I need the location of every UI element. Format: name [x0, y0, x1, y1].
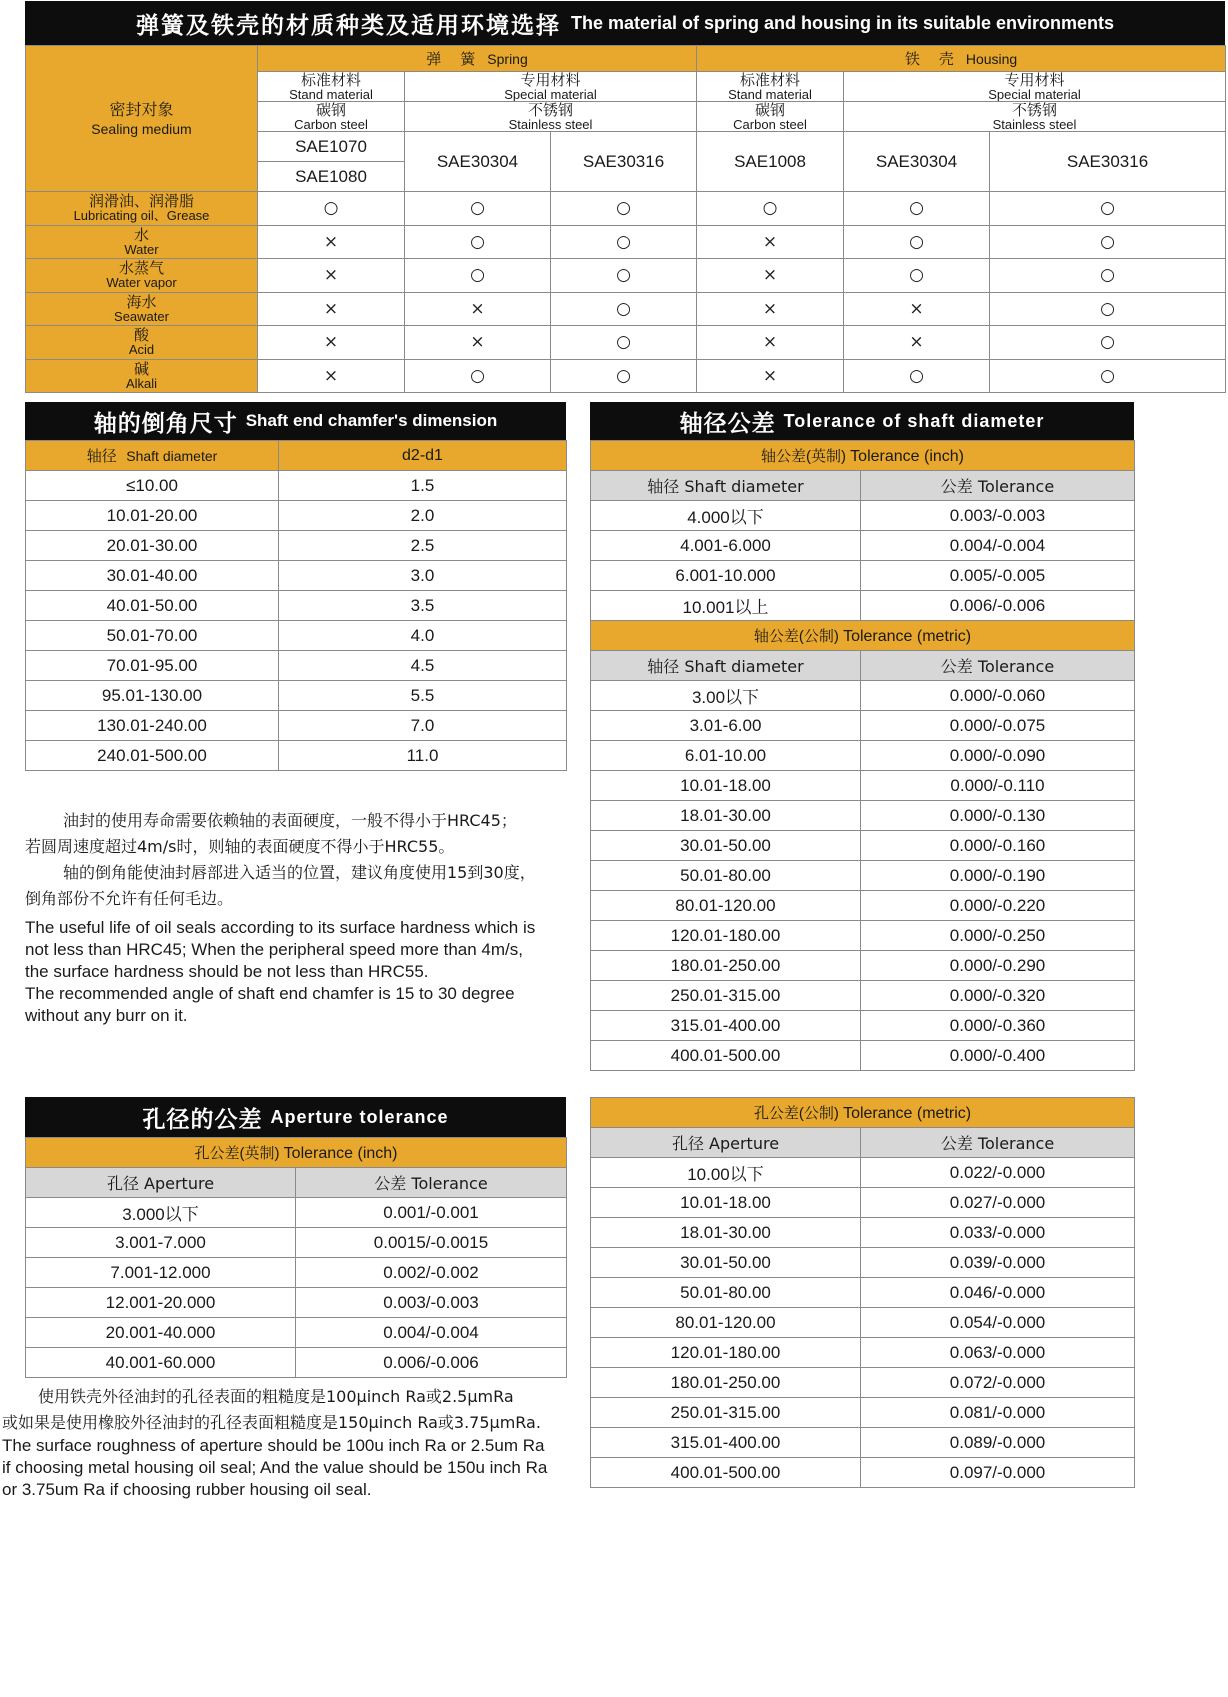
spring-zh: 弹 簧 — [426, 50, 478, 68]
size-cell: 400.01-500.00 — [591, 1041, 861, 1071]
standard-zh: 标准材料 — [300, 71, 361, 89]
table-row — [26, 711, 567, 741]
suitability-mark: ○ — [405, 259, 551, 293]
shaft-note-zh — [25, 808, 585, 912]
head-zh: 轴径 — [86, 447, 117, 465]
table-row — [591, 711, 1135, 741]
chamfer-title-en: Shaft end chamfer's dimension — [245, 411, 498, 430]
housing-en: Housing — [965, 51, 1018, 67]
shaft-note-en — [25, 917, 585, 1027]
note-line: if choosing metal housing oil seal; And the value should be 150u inch Ra — [2, 1458, 548, 1477]
size-cell: 3.000以下 — [26, 1198, 296, 1228]
tolerance-cell: 0.000/-0.320 — [861, 981, 1135, 1011]
note-line: 或如果是使用橡胶外径油封的孔径表面粗糙度是150μinch Ra或3.75μmRa. — [2, 1413, 541, 1432]
medium-zh: 海水 — [126, 292, 157, 311]
table-row — [26, 1228, 567, 1258]
housing-zh: 铁 壳 — [904, 50, 956, 68]
shaft-diameter-cell: 30.01-40.00 — [26, 561, 279, 591]
size-cell: 120.01-180.00 — [591, 1338, 861, 1368]
chamfer-value-cell: 5.5 — [279, 681, 567, 711]
table-row — [591, 1248, 1135, 1278]
tolerance-cell: 0.003/-0.003 — [296, 1288, 567, 1318]
suitability-mark: × — [697, 326, 844, 360]
size-cell: 50.01-80.00 — [591, 861, 861, 891]
tolerance-cell: 0.046/-0.000 — [861, 1278, 1135, 1308]
tolerance-cell: 0.063/-0.000 — [861, 1338, 1135, 1368]
suitability-mark: × — [697, 292, 844, 326]
chamfer-head-d2d1: d2-d1 — [279, 441, 567, 471]
medium-zh: 酸 — [133, 326, 149, 345]
table-row — [591, 1218, 1135, 1248]
grade-housing-sae30316: SAE30316 — [990, 132, 1226, 192]
shaft-diameter-cell: 20.01-30.00 — [26, 531, 279, 561]
size-cell: 30.01-50.00 — [591, 831, 861, 861]
aperture-metric-bar-cell — [591, 1098, 1135, 1128]
tolerance-cell: 0.039/-0.000 — [861, 1248, 1135, 1278]
sealing-medium-en: Sealing medium — [91, 120, 192, 137]
suitability-mark: ○ — [990, 192, 1226, 226]
table-row — [26, 741, 567, 771]
medium-en: Alkali — [125, 375, 158, 391]
column-header-row — [591, 471, 1135, 501]
shaft-tolerance-table — [590, 440, 1135, 1071]
note-line: the surface hardness should be not less than HRC55. — [25, 962, 429, 981]
medium-row — [26, 359, 1226, 393]
suitability-mark: × — [258, 292, 405, 326]
table-row — [591, 921, 1135, 951]
aperture-inch-bar — [26, 1138, 567, 1168]
sealing-medium-header — [26, 46, 258, 192]
table-row — [591, 981, 1135, 1011]
size-cell: 250.01-315.00 — [591, 981, 861, 1011]
size-cell: 20.001-40.000 — [26, 1318, 296, 1348]
special-en: Special material — [504, 86, 597, 102]
size-cell: 315.01-400.00 — [591, 1428, 861, 1458]
tolerance-cell: 0.001/-0.001 — [296, 1198, 567, 1228]
suitability-mark: × — [405, 326, 551, 360]
shaft-metric-bar-cell — [591, 621, 1135, 651]
medium-label — [26, 359, 258, 393]
medium-zh: 水蒸气 — [118, 259, 164, 278]
spring-carbon-steel — [258, 102, 405, 132]
column-header: 公差 Tolerance — [861, 471, 1135, 501]
tolerance-cell: 0.000/-0.130 — [861, 801, 1135, 831]
size-cell: 6.01-10.00 — [591, 741, 861, 771]
column-header: 公差 Tolerance — [861, 1128, 1135, 1158]
column-header: 公差 Tolerance — [861, 651, 1135, 681]
standard-zh: 标准材料 — [740, 71, 801, 89]
note-line: 轴的倒角能使油封唇部进入适当的位置，建议角度使用15到30度， — [63, 863, 536, 882]
medium-row — [26, 192, 1226, 226]
size-cell: 3.01-6.00 — [591, 711, 861, 741]
suitability-mark: ○ — [844, 359, 990, 393]
tolerance-cell: 0.097/-0.000 — [861, 1458, 1135, 1488]
table-row — [591, 1041, 1135, 1071]
size-cell: 50.01-80.00 — [591, 1278, 861, 1308]
suitability-mark: ○ — [551, 292, 697, 326]
medium-label — [26, 326, 258, 360]
suitability-mark: ○ — [990, 259, 1226, 293]
suitability-mark: × — [258, 225, 405, 259]
tolerance-cell: 0.000/-0.060 — [861, 681, 1135, 711]
tolerance-cell: 0.000/-0.250 — [861, 921, 1135, 951]
stainless-en: Stainless steel — [992, 116, 1077, 132]
suitability-mark: × — [258, 326, 405, 360]
bar-zh: 孔公差(英制) — [194, 1145, 280, 1162]
suitability-mark: × — [258, 359, 405, 393]
sealing-medium-zh: 密封对象 — [109, 99, 174, 119]
housing-carbon-steel — [697, 102, 844, 132]
note-line: 使用铁壳外径油封的孔径表面的粗糙度是100μinch Ra或2.5μmRa — [38, 1387, 514, 1406]
chamfer-value-cell: 11.0 — [279, 741, 567, 771]
medium-zh: 润滑油、润滑脂 — [88, 192, 194, 211]
shaft-diameter-cell: 10.01-20.00 — [26, 501, 279, 531]
column-header: 公差 Tolerance — [296, 1168, 567, 1198]
size-cell: 30.01-50.00 — [591, 1248, 861, 1278]
shaft-diameter-cell: 40.01-50.00 — [26, 591, 279, 621]
table-row — [591, 891, 1135, 921]
size-cell: 40.001-60.000 — [26, 1348, 296, 1378]
bar-zh: 孔公差(公制) — [753, 1105, 839, 1122]
note-line: without any burr on it. — [25, 1006, 188, 1025]
chamfer-value-cell: 7.0 — [279, 711, 567, 741]
aperture-metric-table — [590, 1097, 1135, 1488]
table-row — [591, 1338, 1135, 1368]
medium-label — [26, 225, 258, 259]
tolerance-cell: 0.054/-0.000 — [861, 1308, 1135, 1338]
note-line: 若圆周速度超过4m/s时，则轴的表面硬度不得小于HRC55。 — [25, 837, 455, 856]
chamfer-table — [25, 440, 567, 771]
size-cell: 10.00以下 — [591, 1158, 861, 1188]
table-row — [591, 531, 1135, 561]
size-cell: 80.01-120.00 — [591, 1308, 861, 1338]
housing-stainless-steel — [844, 102, 1226, 132]
column-header: 孔径 Aperture — [591, 1128, 861, 1158]
aperture-metric-bar — [591, 1098, 1135, 1128]
medium-en: Seawater — [114, 308, 169, 324]
tolerance-cell: 0.022/-0.000 — [861, 1158, 1135, 1188]
special-zh: 专用材料 — [1004, 71, 1065, 89]
table-row — [591, 951, 1135, 981]
size-cell: 10.01-18.00 — [591, 771, 861, 801]
table-row — [26, 651, 567, 681]
table-row — [591, 1158, 1135, 1188]
tolerance-cell: 0.000/-0.110 — [861, 771, 1135, 801]
bar-en: Tolerance (inch) — [850, 448, 964, 465]
suitability-mark: ○ — [551, 326, 697, 360]
note-line: The surface roughness of aperture should be 100u inch Ra or 2.5um Ra — [2, 1436, 545, 1455]
table-row — [591, 591, 1135, 621]
suitability-mark: × — [844, 326, 990, 360]
size-cell: 10.001以上 — [591, 591, 861, 621]
tolerance-cell: 0.005/-0.005 — [861, 561, 1135, 591]
chamfer-value-cell: 4.5 — [279, 651, 567, 681]
chamfer-value-cell: 3.5 — [279, 591, 567, 621]
aperture-note-zh — [2, 1384, 602, 1436]
size-cell: 250.01-315.00 — [591, 1398, 861, 1428]
carbon-zh: 碳钢 — [315, 101, 346, 119]
spring-stainless-steel — [405, 102, 697, 132]
tolerance-cell: 0.000/-0.220 — [861, 891, 1135, 921]
aperture-title-zh: 孔径的公差 — [142, 1106, 263, 1133]
tolerance-cell: 0.027/-0.000 — [861, 1188, 1135, 1218]
table-row — [591, 1398, 1135, 1428]
size-cell: 18.01-30.00 — [591, 801, 861, 831]
materials-table — [25, 45, 1226, 393]
suitability-mark: ○ — [551, 359, 697, 393]
medium-en: Water — [124, 241, 159, 257]
suitability-mark: ○ — [405, 225, 551, 259]
bar-en: Tolerance (metric) — [843, 1105, 972, 1122]
tolerance-cell: 0.072/-0.000 — [861, 1368, 1135, 1398]
size-cell: 400.01-500.00 — [591, 1458, 861, 1488]
table-row — [26, 1348, 567, 1378]
grade-sae1080: SAE1080 — [258, 162, 405, 192]
note-line: The useful life of oil seals according to its surface hardness which is — [25, 918, 536, 937]
grade-spring-sae30316: SAE30316 — [551, 132, 697, 192]
table-row — [591, 681, 1135, 711]
suitability-mark: ○ — [405, 192, 551, 226]
tolerance-cell: 0.000/-0.075 — [861, 711, 1135, 741]
size-cell: 18.01-30.00 — [591, 1218, 861, 1248]
table-row — [591, 801, 1135, 831]
table-row — [591, 1011, 1135, 1041]
chamfer-head-diameter — [26, 441, 279, 471]
table-row — [26, 1198, 567, 1228]
medium-row — [26, 326, 1226, 360]
materials-title-zh: 弹簧及铁壳的材质种类及适用环境选择 — [135, 12, 561, 39]
tolerance-cell: 0.004/-0.004 — [861, 531, 1135, 561]
table-row — [591, 1428, 1135, 1458]
size-cell: 3.001-7.000 — [26, 1228, 296, 1258]
grade-sae1008: SAE1008 — [697, 132, 844, 192]
grade-housing-sae30304: SAE30304 — [844, 132, 990, 192]
housing-group-header — [697, 46, 1226, 72]
medium-label — [26, 292, 258, 326]
size-cell: 6.001-10.000 — [591, 561, 861, 591]
chamfer-value-cell: 1.5 — [279, 471, 567, 501]
size-cell: 315.01-400.00 — [591, 1011, 861, 1041]
note-line: 倒角部份不允许有任何毛边。 — [25, 889, 234, 908]
size-cell: 80.01-120.00 — [591, 891, 861, 921]
table-row — [591, 1368, 1135, 1398]
note-line: or 3.75um Ra if choosing rubber housing oil seal. — [2, 1480, 372, 1499]
size-cell: 180.01-250.00 — [591, 951, 861, 981]
shaft-tol-title-zh: 轴径公差 — [679, 410, 776, 437]
suitability-mark: × — [844, 292, 990, 326]
medium-en: Lubricating oil、Grease — [73, 208, 210, 224]
medium-row — [26, 225, 1226, 259]
suitability-mark: ○ — [697, 192, 844, 226]
chamfer-value-cell: 2.5 — [279, 531, 567, 561]
medium-zh: 水 — [133, 225, 149, 244]
size-cell: 180.01-250.00 — [591, 1368, 861, 1398]
tolerance-cell: 0.000/-0.090 — [861, 741, 1135, 771]
medium-zh: 碱 — [133, 359, 149, 378]
table-row — [26, 1288, 567, 1318]
shaft-diameter-cell: 50.01-70.00 — [26, 621, 279, 651]
table-row — [591, 561, 1135, 591]
tolerance-cell: 0.006/-0.006 — [861, 591, 1135, 621]
standard-en: Stand material — [728, 86, 812, 102]
medium-en: Water vapor — [106, 275, 177, 291]
chamfer-value-cell: 2.0 — [279, 501, 567, 531]
table-row — [26, 1258, 567, 1288]
special-en: Special material — [988, 86, 1081, 102]
column-header: 孔径 Aperture — [26, 1168, 296, 1198]
suitability-mark: ○ — [551, 192, 697, 226]
shaft-tol-title-en: Tolerance of shaft diameter — [783, 410, 1045, 431]
head-en: Shaft diameter — [126, 448, 218, 464]
aperture-title — [25, 1097, 566, 1137]
size-cell: 4.000以下 — [591, 501, 861, 531]
tolerance-cell: 0.089/-0.000 — [861, 1428, 1135, 1458]
table-row — [591, 1458, 1135, 1488]
tolerance-cell: 0.033/-0.000 — [861, 1218, 1135, 1248]
table-row — [26, 561, 567, 591]
shaft-diameter-cell: 70.01-95.00 — [26, 651, 279, 681]
size-cell: 10.01-18.00 — [591, 1188, 861, 1218]
shaft-diameter-cell: 130.01-240.00 — [26, 711, 279, 741]
medium-row — [26, 292, 1226, 326]
tolerance-cell: 0.0015/-0.0015 — [296, 1228, 567, 1258]
note-line: not less than HRC45; When the peripheral speed more than 4m/s, — [25, 940, 523, 959]
suitability-mark: ○ — [844, 225, 990, 259]
bar-en: Tolerance (inch) — [283, 1145, 398, 1162]
shaft-inch-bar-cell — [591, 441, 1135, 471]
suitability-mark: ○ — [990, 326, 1226, 360]
chamfer-title — [25, 402, 566, 440]
size-cell: 3.00以下 — [591, 681, 861, 711]
table-row — [591, 501, 1135, 531]
suitability-mark: ○ — [551, 225, 697, 259]
table-row — [26, 621, 567, 651]
shaft-tolerance-title — [590, 402, 1134, 440]
note-line: The recommended angle of shaft end chamfer is 15 to 30 degree — [25, 984, 515, 1003]
column-header-row — [591, 1128, 1135, 1158]
column-header-row — [591, 651, 1135, 681]
aperture-inch-table — [25, 1137, 567, 1378]
shaft-metric-bar — [591, 621, 1135, 651]
tolerance-cell: 0.003/-0.003 — [861, 501, 1135, 531]
tolerance-cell: 0.000/-0.290 — [861, 951, 1135, 981]
bar-en: Tolerance (metric) — [843, 628, 972, 645]
shaft-diameter-cell: 95.01-130.00 — [26, 681, 279, 711]
suitability-mark: ○ — [551, 259, 697, 293]
stainless-en: Stainless steel — [508, 116, 593, 132]
chamfer-value-cell: 4.0 — [279, 621, 567, 651]
table-row — [591, 771, 1135, 801]
table-row — [591, 831, 1135, 861]
tolerance-cell: 0.002/-0.002 — [296, 1258, 567, 1288]
table-row — [591, 741, 1135, 771]
carbon-en: Carbon steel — [294, 116, 368, 132]
housing-standard-material — [697, 72, 844, 102]
table-row — [26, 471, 567, 501]
housing-special-material — [844, 72, 1226, 102]
table-row — [26, 681, 567, 711]
special-zh: 专用材料 — [520, 71, 581, 89]
tolerance-cell: 0.081/-0.000 — [861, 1398, 1135, 1428]
aperture-note-en — [2, 1435, 602, 1501]
suitability-mark: ○ — [844, 259, 990, 293]
medium-en: Acid — [128, 342, 155, 358]
size-cell: 4.001-6.000 — [591, 531, 861, 561]
spring-en: Spring — [487, 51, 528, 67]
chamfer-value-cell: 3.0 — [279, 561, 567, 591]
grade-sae1070: SAE1070 — [258, 132, 405, 162]
table-row — [26, 1318, 567, 1348]
stainless-zh: 不锈钢 — [1012, 101, 1058, 119]
tolerance-cell: 0.006/-0.006 — [296, 1348, 567, 1378]
tolerance-cell: 0.000/-0.160 — [861, 831, 1135, 861]
carbon-en: Carbon steel — [733, 116, 807, 132]
tolerance-cell: 0.004/-0.004 — [296, 1318, 567, 1348]
table-row — [26, 591, 567, 621]
spring-group-header — [258, 46, 697, 72]
table-row — [591, 1278, 1135, 1308]
aperture-title-en: Aperture tolerance — [270, 1106, 449, 1127]
suitability-mark: ○ — [990, 225, 1226, 259]
suitability-mark: × — [405, 292, 551, 326]
table-row — [26, 531, 567, 561]
size-cell: 12.001-20.000 — [26, 1288, 296, 1318]
tolerance-cell: 0.000/-0.400 — [861, 1041, 1135, 1071]
tolerance-cell: 0.000/-0.190 — [861, 861, 1135, 891]
materials-title-en: The material of spring and housing in its suitable environments — [570, 12, 1115, 33]
suitability-mark: ○ — [844, 192, 990, 226]
bar-zh: 轴公差(公制) — [753, 628, 839, 645]
bar-zh: 轴公差(英制) — [761, 448, 846, 465]
table-row — [591, 1188, 1135, 1218]
medium-row — [26, 259, 1226, 293]
stainless-zh: 不锈钢 — [528, 101, 574, 119]
suitability-mark: ○ — [258, 192, 405, 226]
chamfer-title-zh: 轴的倒角尺寸 — [93, 410, 238, 437]
carbon-zh: 碳钢 — [755, 101, 786, 119]
suitability-mark: × — [697, 259, 844, 293]
note-line: 油封的使用寿命需要依赖轴的表面硬度，一般不得小于HRC45； — [63, 811, 517, 830]
suitability-mark: ○ — [405, 359, 551, 393]
shaft-diameter-cell: ≤10.00 — [26, 471, 279, 501]
materials-title — [25, 1, 1225, 45]
suitability-mark: ○ — [990, 292, 1226, 326]
suitability-mark: × — [697, 225, 844, 259]
size-cell: 120.01-180.00 — [591, 921, 861, 951]
column-header-row — [26, 1168, 567, 1198]
suitability-mark: × — [258, 259, 405, 293]
medium-label — [26, 192, 258, 226]
shaft-diameter-cell: 240.01-500.00 — [26, 741, 279, 771]
suitability-mark: ○ — [990, 359, 1226, 393]
spring-standard-material — [258, 72, 405, 102]
table-row — [26, 501, 567, 531]
table-row — [591, 861, 1135, 891]
aperture-inch-bar-cell — [26, 1138, 567, 1168]
suitability-mark: × — [697, 359, 844, 393]
spring-special-material — [405, 72, 697, 102]
column-header: 轴径 Shaft diameter — [591, 471, 861, 501]
tolerance-cell: 0.000/-0.360 — [861, 1011, 1135, 1041]
shaft-inch-bar — [591, 441, 1135, 471]
medium-label — [26, 259, 258, 293]
standard-en: Stand material — [289, 86, 373, 102]
column-header: 轴径 Shaft diameter — [591, 651, 861, 681]
size-cell: 7.001-12.000 — [26, 1258, 296, 1288]
table-row — [591, 1308, 1135, 1338]
grade-spring-sae30304: SAE30304 — [405, 132, 551, 192]
